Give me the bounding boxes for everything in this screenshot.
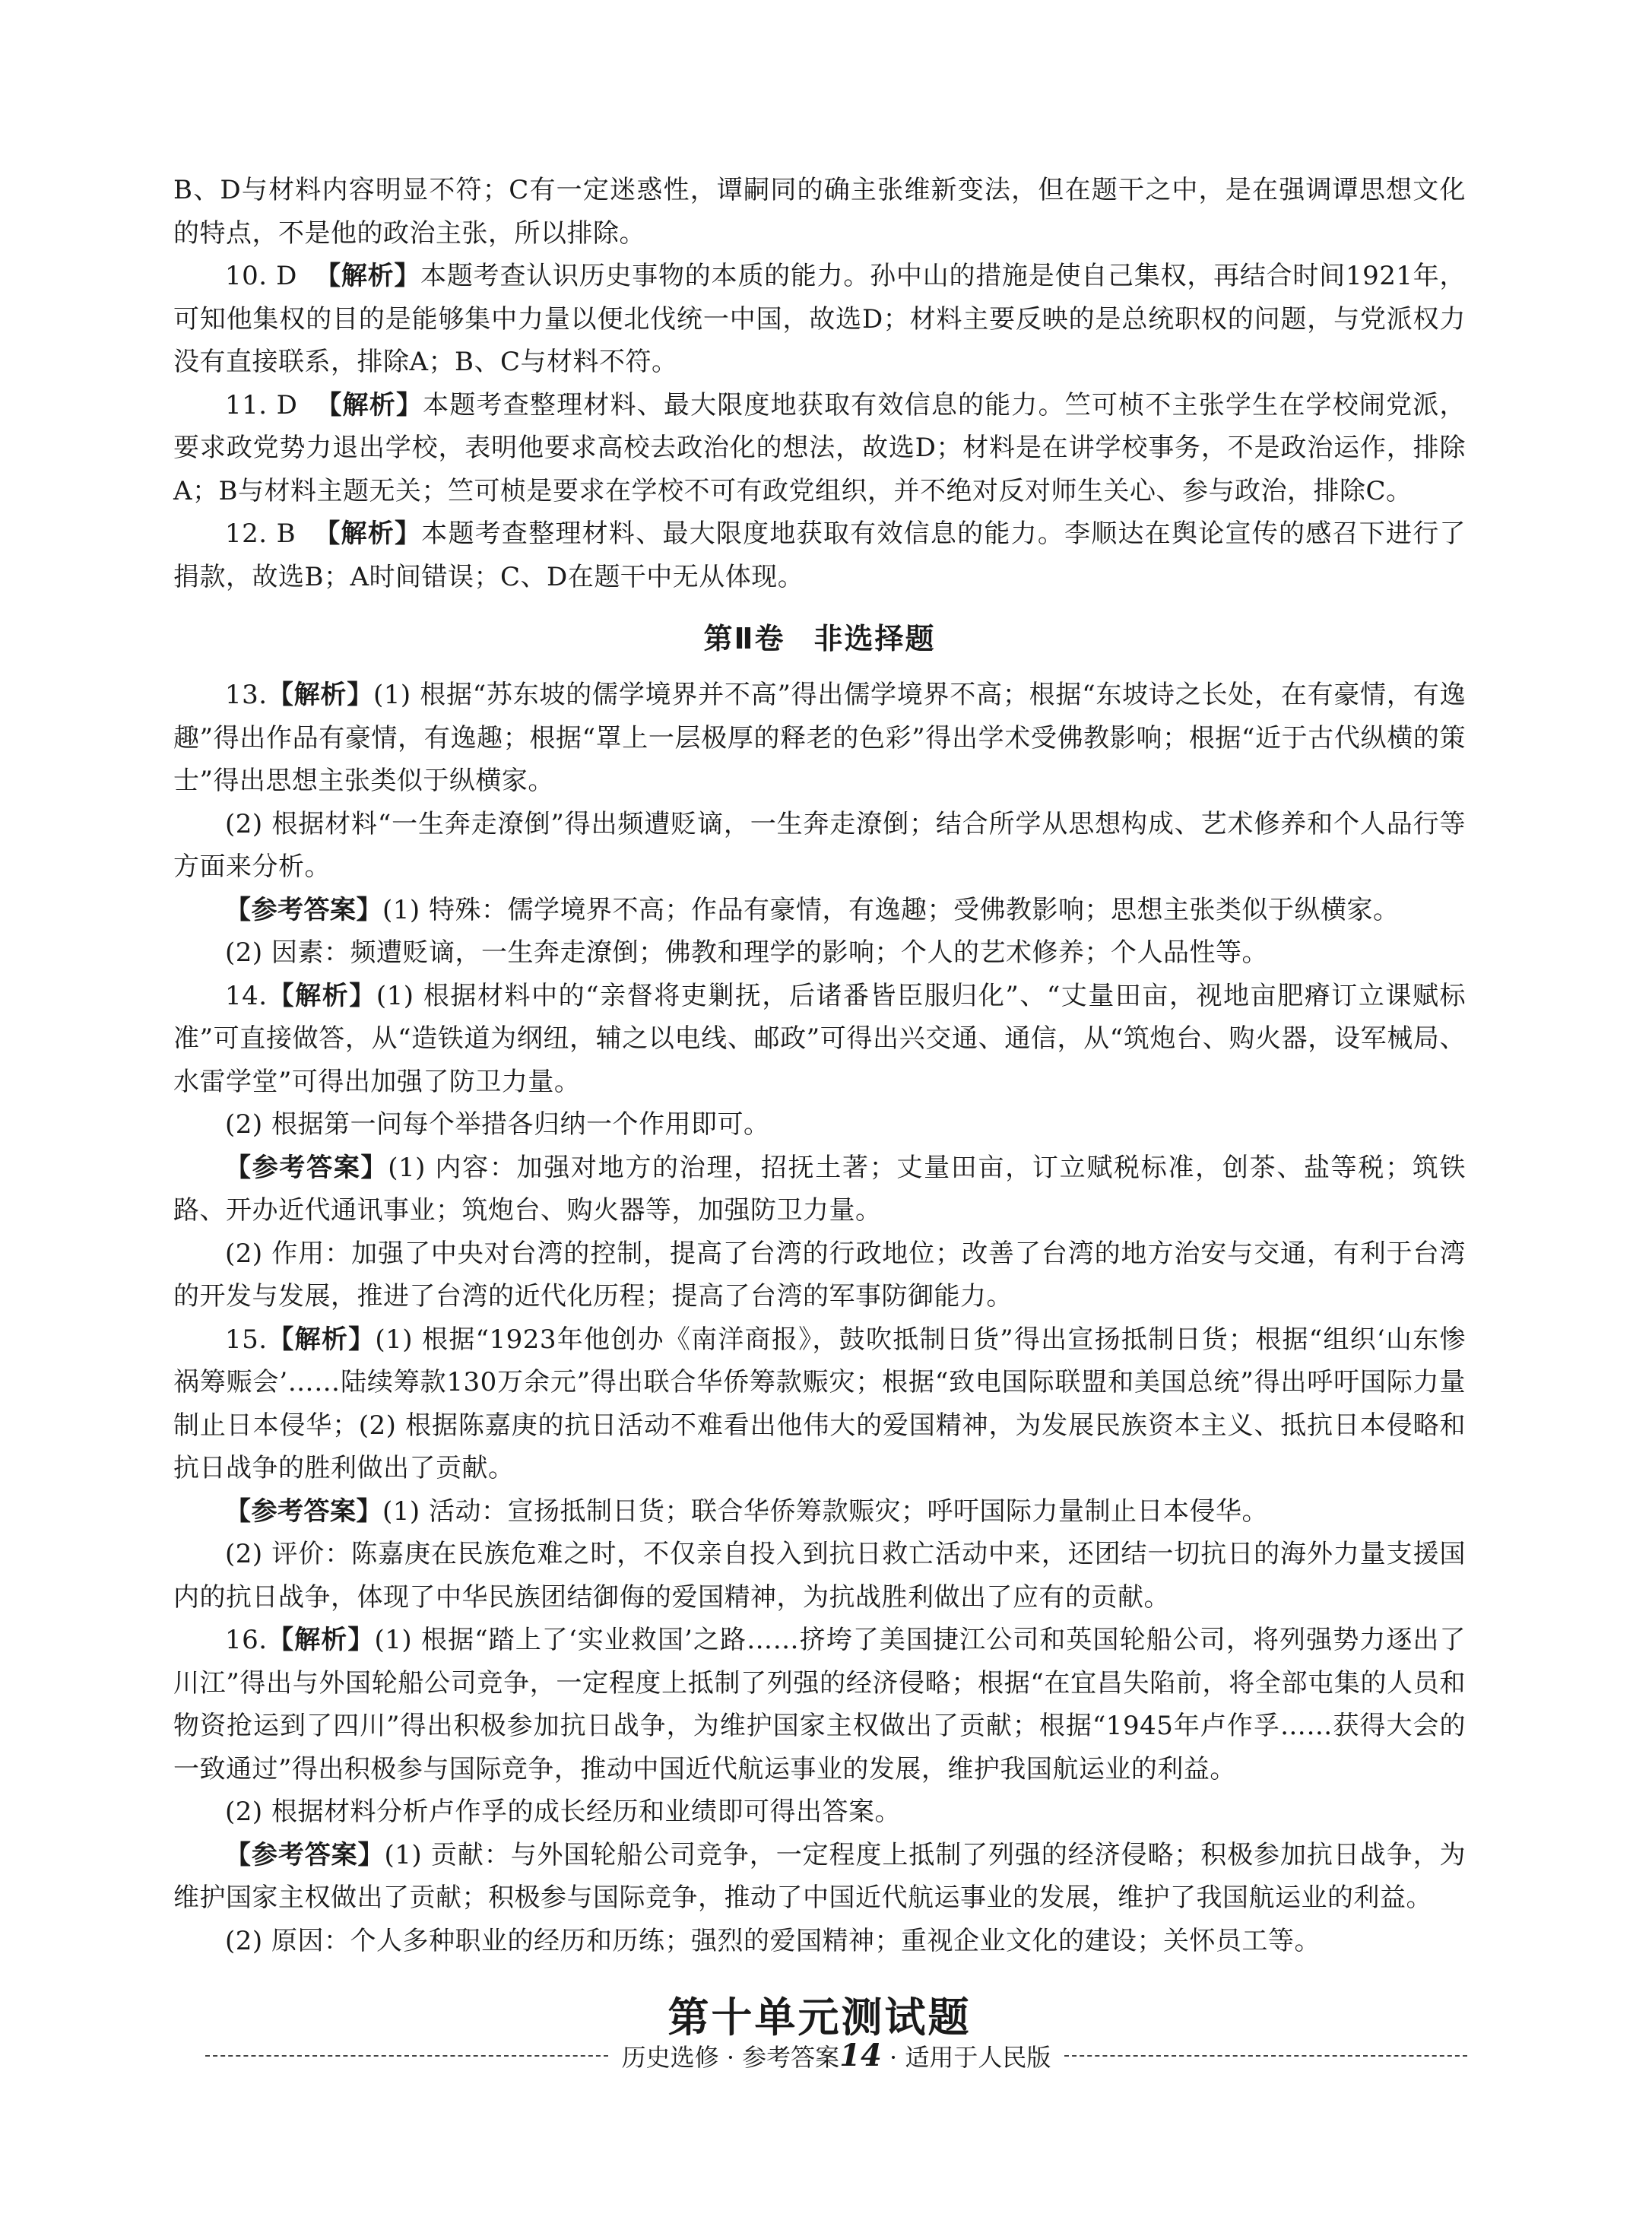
item-text: (2) 作用：加强了中央对台湾的控制，提高了台湾的行政地位；改善了台湾的地方治安与交通，有利于台湾的开发与发展，推进了台湾的近代化历程；提高了台湾的军事防御能力。	[173, 1238, 1466, 1312]
analysis-label: 【解析】	[315, 389, 423, 420]
item-text: (2) 原因：个人多种职业的经历和历练；强烈的爱国精神；重视企业文化的建设；关怀员工等。	[225, 1925, 1321, 1956]
unit-title: 第十单元测试题	[667, 1993, 972, 2041]
footer-dot: ·	[726, 2043, 734, 2072]
item-text: (1) 根据“1923年他创办《南洋商报》，鼓吹抵制日货”得出宣扬抵制日货；根据“组织‘山东惨祸筹赈会’……陆续筹款130万余元”得出联合华侨筹款赈灾；根据“致电国际联盟和美国总统”得出呼吁国际力量制止日本侵华；(2) 根据陈嘉庚的抗日活动不难看出他伟大的爱国精神，为发展民族资本主义、抵抗日本侵略和抗日战争的胜利做出了贡献。	[173, 1324, 1467, 1483]
answer-15-analysis	[173, 1318, 1466, 1490]
answer-16-analysis	[173, 1619, 1466, 1791]
analysis-label: 【解析】	[267, 1625, 375, 1655]
footer-divider-right	[1064, 2055, 1467, 2057]
answer-13-analysis	[173, 674, 1466, 803]
footer-section: 参考答案	[742, 2043, 840, 2072]
item-number: 11. D	[225, 389, 298, 420]
item-number: 12. B	[225, 519, 296, 549]
item-text: 本题考查整理材料、最大限度地获取有效信息的能力。竺可桢不主张学生在学校闹党派，要求政党势力退出学校，表明他要求高校去政治化的想法，故选D；材料是在讲学校事务，不是政治运作，排除A；B与材料主题无关；竺可桢是要求在学校不可有政党组织，并不绝对反对师生关心、参与政治，排除C。	[173, 389, 1467, 506]
analysis-label: 【解析】	[267, 680, 373, 710]
item-text: (1) 内容：加强对地方的治理，招抚土著；丈量田亩，订立赋税标准，创茶、盐等税；筑铁路、开办近代通讯事业；筑炮台、购火器等，加强防卫力量。	[173, 1152, 1466, 1226]
answer-14-reference-2	[173, 1232, 1466, 1318]
page-footer	[205, 2038, 1467, 2073]
analysis-label: 【解析】	[315, 261, 421, 291]
page-content	[173, 169, 1466, 2044]
paragraph-text: B、D与材料内容明显不符；C有一定迷惑性，谭嗣同的确主张维新变法，但在题干之中，是在强调谭思想文化的特点，不是他的政治主张，所以排除。	[173, 175, 1466, 249]
answer-13-reference	[173, 889, 1466, 932]
item-text: (1) 根据材料中的“亲督将吏剿抚，后诸番皆臣服归化”、“丈量田亩，视地亩肥瘠订立课赋标准”可直接做答，从“造铁道为纲纽，辅之以电线、邮政”可得出兴交通、通信，从“筑炮台、购火器，设军械局、水雷学堂”可得出加强了防卫力量。	[173, 980, 1466, 1097]
section-title-part2: 非选择题	[813, 622, 936, 655]
item-text: (2) 根据材料“一生奔走潦倒”得出频遭贬谪，一生奔走潦倒；结合所学从思想构成、艺术修养和个人品行等方面来分析。	[173, 808, 1466, 882]
item-text: (2) 根据第一问每个举措各归纳一个作用即可。	[225, 1109, 770, 1140]
footer-dot: ·	[889, 2043, 898, 2072]
item-text: (2) 因素：频遭贬谪，一生奔走潦倒；佛教和理学的影响；个人的艺术修养；个人品性等。	[225, 937, 1268, 968]
section-title-part1: 第Ⅱ卷	[703, 622, 785, 655]
item-text: (1) 贡献：与外国轮船公司竞争，一定程度上抵制了列强的经济侵略；积极参加抗日战争，为维护国家主权做出了贡献；积极参与国际竞争，推动了中国近代航运事业的发展，维护了我国航运业的利益。	[173, 1839, 1467, 1913]
footer-divider-left	[205, 2055, 608, 2057]
item-number: 15.	[225, 1324, 268, 1355]
answer-16-reference	[173, 1834, 1466, 1920]
item-number: 10. D	[225, 261, 297, 291]
item-text: (2) 评价：陈嘉庚在民族危难之时，不仅亲自投入到抗日救亡活动中来，还团结一切抗日的海外力量支援国内的抗日战争，体现了中华民族团结御侮的爱国精神，为抗战胜利做出了应有的贡献。	[173, 1539, 1466, 1613]
item-text: 本题考查整理材料、最大限度地获取有效信息的能力。李顺达在舆论宣传的感召下进行了捐款，故选B；A时间错误；C、D在题干中无从体现。	[173, 519, 1466, 592]
answer-16-reference-2	[173, 1920, 1466, 1963]
answer-14-analysis	[173, 975, 1466, 1104]
item-text: (1) 根据“苏东坡的儒学境界并不高”得出儒学境界不高；根据“东坡诗之长处，在有豪情，有逸趣”得出作品有豪情，有逸趣；根据“罩上一层极厚的释老的色彩”得出学术受佛教影响；根据“近于古代纵横的策士”得出思想主张类似于纵横家。	[173, 680, 1466, 796]
reference-answer-label: 【参考答案】	[225, 1152, 388, 1183]
answer-13-analysis-2	[173, 803, 1466, 889]
footer-subject: 历史选修	[621, 2043, 719, 2072]
footer-text	[608, 2038, 1065, 2073]
section-title	[173, 615, 1466, 657]
answer-item-11	[173, 384, 1466, 513]
item-text: (1) 根据“踏上了‘实业救国’之路……挤垮了美国捷江公司和英国轮船公司，将列强势力逐出了川江”得出与外国轮船公司竞争，一定程度上抵制了列强的经济侵略；根据“在宜昌失陷前，将全部屯集的人员和物资抢运到了四川”得出积极参加抗日战争，为维护国家主权做出了贡献；根据“1945年卢作孚……获得大会的一致通过”得出积极参与国际竞争，推动中国近代航运事业的发展，维护我国航运业的利益。	[173, 1625, 1467, 1784]
analysis-label: 【解析】	[314, 519, 422, 549]
analysis-label: 【解析】	[267, 1324, 376, 1355]
page-number: 14	[839, 2038, 882, 2073]
answer-15-reference-2	[173, 1533, 1466, 1619]
paragraph-continued	[173, 169, 1466, 255]
item-number: 16.	[225, 1625, 268, 1655]
answer-16-analysis-2	[173, 1791, 1466, 1834]
answer-item-12	[173, 512, 1466, 598]
item-text: (1) 特殊：儒学境界不高；作品有豪情，有逸趣；受佛教影响；思想主张类似于纵横家。	[382, 894, 1400, 925]
reference-answer-label: 【参考答案】	[225, 894, 382, 925]
answer-14-analysis-2	[173, 1103, 1466, 1147]
reference-answer-label: 【参考答案】	[225, 1496, 382, 1527]
item-number: 14.	[225, 980, 268, 1011]
item-text: (2) 根据材料分析卢作孚的成长经历和业绩即可得出答案。	[225, 1797, 901, 1827]
item-number: 13.	[225, 680, 268, 710]
answer-15-reference	[173, 1490, 1466, 1534]
answer-14-reference	[173, 1147, 1466, 1232]
analysis-label: 【解析】	[267, 980, 376, 1011]
item-text: 本题考查认识历史事物的本质的能力。孙中山的措施是使自己集权，再结合时间1921年，可知他集权的目的是能够集中力量以便北伐统一中国，故选D；材料主要反映的是总统职权的问题，与党派权力没有直接联系，排除A；B、C与材料不符。	[173, 261, 1467, 377]
answer-item-10	[173, 255, 1466, 384]
reference-answer-label: 【参考答案】	[225, 1839, 385, 1870]
answer-13-reference-2	[173, 931, 1466, 975]
footer-edition: 适用于人民版	[905, 2043, 1051, 2072]
item-text: (1) 活动：宣扬抵制日货；联合华侨筹款赈灾；呼吁国际力量制止日本侵华。	[382, 1496, 1268, 1527]
